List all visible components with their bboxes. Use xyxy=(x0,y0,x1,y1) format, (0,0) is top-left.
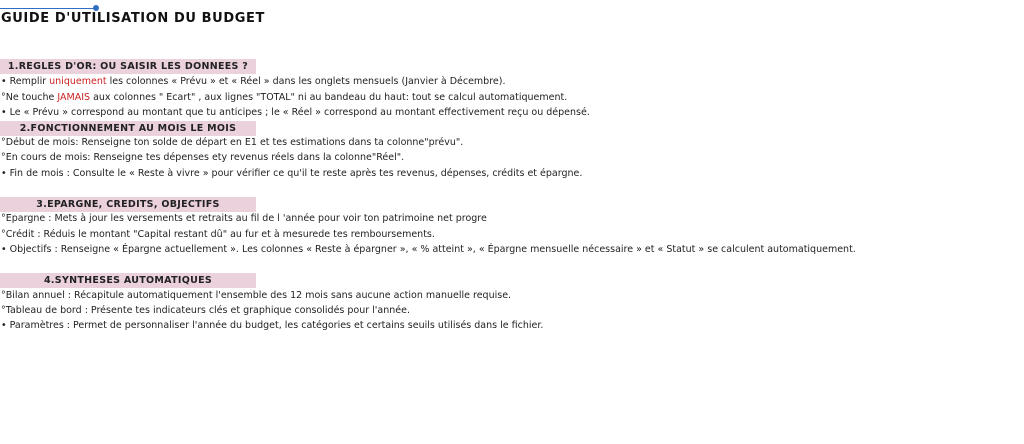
guide-line xyxy=(1,151,404,165)
line-text: °En cours de mois: Renseigne tes dépenses ety revenus réels dans la colonne"Réel". xyxy=(1,152,405,163)
highlight-text: JAMAIS xyxy=(57,92,91,103)
line-text: • Objectifs : Renseigne « Épargne actuellement ». Les colonnes « Reste à épargner », « % atteint », « Épargne mensuelle nécessaire » et « Statut » se calculent automatiquement. xyxy=(1,244,856,255)
section-header-regles: 1.REGLES D'OR: OU SAISIR LES DONNEES ? xyxy=(0,59,256,74)
guide-line xyxy=(1,289,511,303)
line-text: °Tableau de bord : Présente tes indicateurs clés et graphique consolidés pour l'année. xyxy=(1,305,410,316)
guide-line xyxy=(1,319,543,333)
line-text: °Début de mois: Renseigne ton solde de départ en E1 et tes estimations dans ta colonne"prévu". xyxy=(1,137,464,148)
line-text: °Bilan annuel : Récapitule automatiquement l'ensemble des 12 mois sans aucune action manuelle requise. xyxy=(1,290,512,301)
guide-line xyxy=(1,304,410,318)
line-text: • Remplir xyxy=(1,76,50,87)
line-text: aux colonnes " Ecart" , aux lignes "TOTAL" ni au bandeau du haut: tout se calcul automatiquement. xyxy=(90,92,568,103)
line-text: °Crédit : Réduis le montant "Capital restant dû" au fur et à mesurede tes remboursements. xyxy=(1,229,435,240)
line-text: °Epargne : Mets à jour les versements et retraits au fil de l 'année pour voir ton patrimoine net progre xyxy=(1,213,487,224)
guide-line xyxy=(1,136,463,150)
guide-line xyxy=(1,106,590,120)
highlight-text: uniquement xyxy=(49,76,107,87)
line-text: • Fin de mois : Consulte le « Reste à vivre » pour vérifier ce qu'il te reste après tes revenus, dépenses, crédits et épargne. xyxy=(1,168,583,179)
line-text: les colonnes « Prévu » et « Réel » dans les onglets mensuels (Janvier à Décembre). xyxy=(106,76,506,87)
line-text: • Le « Prévu » correspond au montant que tu anticipes ; le « Réel » correspond au montant effectivement reçu ou dépensé. xyxy=(1,107,590,118)
section-header-syntheses: 4.SYNTHESES AUTOMATIQUES xyxy=(0,273,256,288)
line-text: °Ne touche xyxy=(1,92,58,103)
guide-line xyxy=(1,243,856,257)
guide-line xyxy=(1,75,506,89)
guide-line xyxy=(1,167,582,181)
section-header-fonctionnement: 2.FONCTIONNEMENT AU MOIS LE MOIS xyxy=(0,121,256,136)
page-title: GUIDE D'UTILISATION DU BUDGET xyxy=(1,11,265,26)
guide-line xyxy=(1,212,487,226)
section-header-epargne: 3.EPARGNE, CREDITS, OBJECTIFS xyxy=(0,197,256,212)
line-text: • Paramètres : Permet de personnaliser l'année du budget, les catégories et certains seuils utilisés dans le fichier. xyxy=(1,320,544,331)
cell-selection-border xyxy=(0,8,96,9)
guide-line xyxy=(1,91,567,105)
guide-line xyxy=(1,228,435,242)
